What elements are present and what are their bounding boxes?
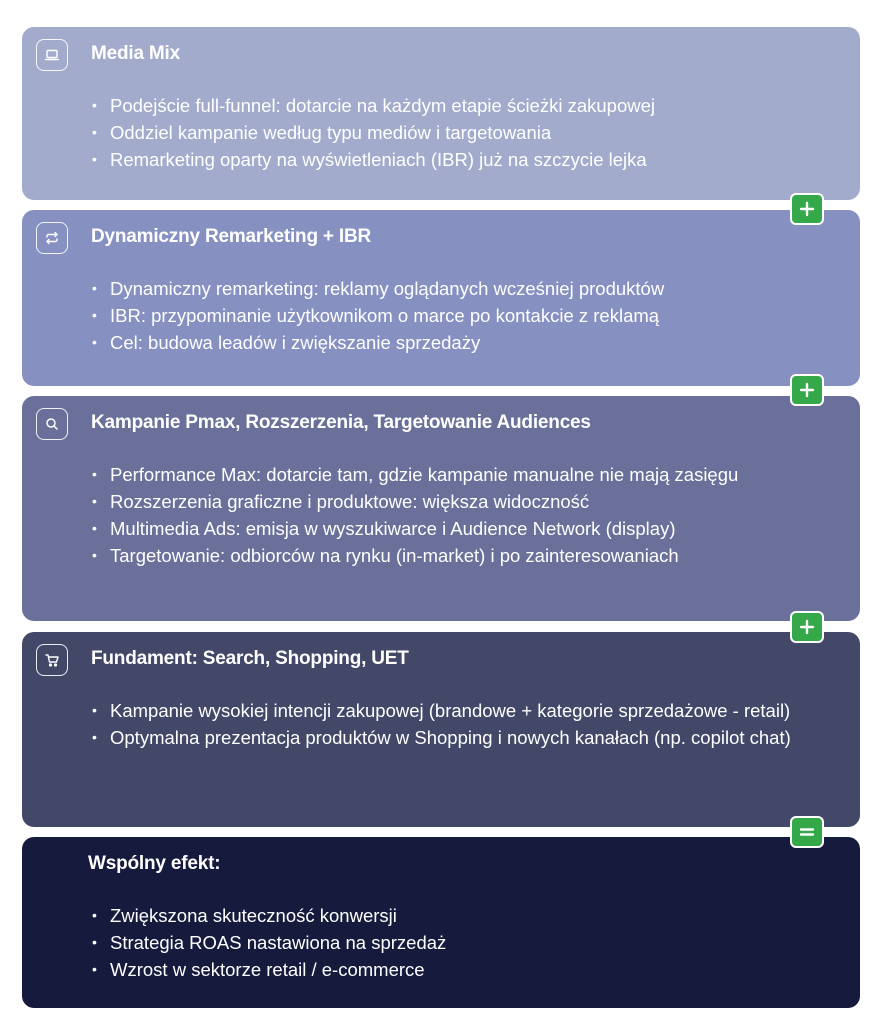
- list-item: • Dynamiczny remarketing: reklamy oglądanych wcześniej produktów: [92, 275, 830, 302]
- bullet-dot: •: [92, 493, 97, 509]
- card-title: Kampanie Pmax, Rozszerzenia, Targetowanie Audiences: [91, 412, 591, 433]
- bullet-dot: •: [92, 907, 97, 923]
- bullet-dot: •: [92, 520, 97, 536]
- laptop-icon: [36, 39, 68, 71]
- bullet-dot: •: [92, 280, 97, 296]
- bullet-dot: •: [92, 961, 97, 977]
- list-item: • Performance Max: dotarcie tam, gdzie kampanie manualne nie mają zasięgu: [92, 461, 830, 488]
- bullet-list: [92, 697, 830, 751]
- list-item: • Rozszerzenia graficzne i produktowe: większa widoczność: [92, 488, 830, 515]
- list-item: • Targetowanie: odbiorców na rynku (in-market) i po zainteresowaniach: [92, 542, 830, 569]
- card-media-mix: [22, 27, 860, 200]
- card-pmax-campaigns: [22, 396, 860, 621]
- bullet-dot: •: [92, 934, 97, 950]
- card-foundation: [22, 632, 860, 827]
- cart-icon: [36, 644, 68, 676]
- list-item: • Optymalna prezentacja produktów w Shopping i nowych kanałach (np. copilot chat): [92, 724, 830, 751]
- bullet-list: [92, 92, 830, 173]
- bullet-dot: •: [92, 97, 97, 113]
- equals-icon: [790, 816, 824, 848]
- bullet-dot: •: [92, 124, 97, 140]
- list-item: • Remarketing oparty na wyświetleniach (IBR) już na szczycie lejka: [92, 146, 830, 173]
- bullet-dot: •: [92, 702, 97, 718]
- bullet-dot: •: [92, 729, 97, 745]
- repeat-icon: [36, 222, 68, 254]
- card-title: Wspólny efekt:: [88, 853, 221, 874]
- card-title: Dynamiczny Remarketing + IBR: [91, 226, 372, 247]
- bullet-list: [92, 461, 830, 569]
- plus-icon: [790, 611, 824, 643]
- list-item: • Strategia ROAS nastawiona na sprzedaż: [92, 929, 830, 956]
- bullet-list: [92, 902, 830, 983]
- card-common-effect: [22, 837, 860, 1008]
- list-item: • Wzrost w sektorze retail / e-commerce: [92, 956, 830, 983]
- list-item: • Kampanie wysokiej intencji zakupowej (brandowe + kategorie sprzedażowe - retail): [92, 697, 830, 724]
- card-dynamic-remarketing: [22, 210, 860, 386]
- bullet-dot: •: [92, 547, 97, 563]
- list-item: • IBR: przypominanie użytkownikom o marce po kontakcie z reklamą: [92, 302, 830, 329]
- bullet-dot: •: [92, 151, 97, 167]
- list-item: • Multimedia Ads: emisja w wyszukiwarce i Audience Network (display): [92, 515, 830, 542]
- bullet-dot: •: [92, 334, 97, 350]
- card-title: Media Mix: [91, 43, 180, 64]
- list-item: • Oddziel kampanie według typu mediów i targetowania: [92, 119, 830, 146]
- bullet-dot: •: [92, 466, 97, 482]
- list-item: • Cel: budowa leadów i zwiększanie sprzedaży: [92, 329, 830, 356]
- list-item: • Podejście full-funnel: dotarcie na każdym etapie ścieżki zakupowej: [92, 92, 830, 119]
- bullet-dot: •: [92, 307, 97, 323]
- search-icon: [36, 408, 68, 440]
- bullet-list: [92, 275, 830, 356]
- plus-icon: [790, 193, 824, 225]
- plus-icon: [790, 374, 824, 406]
- list-item: • Zwiększona skuteczność konwersji: [92, 902, 830, 929]
- card-title: Fundament: Search, Shopping, UET: [91, 648, 409, 669]
